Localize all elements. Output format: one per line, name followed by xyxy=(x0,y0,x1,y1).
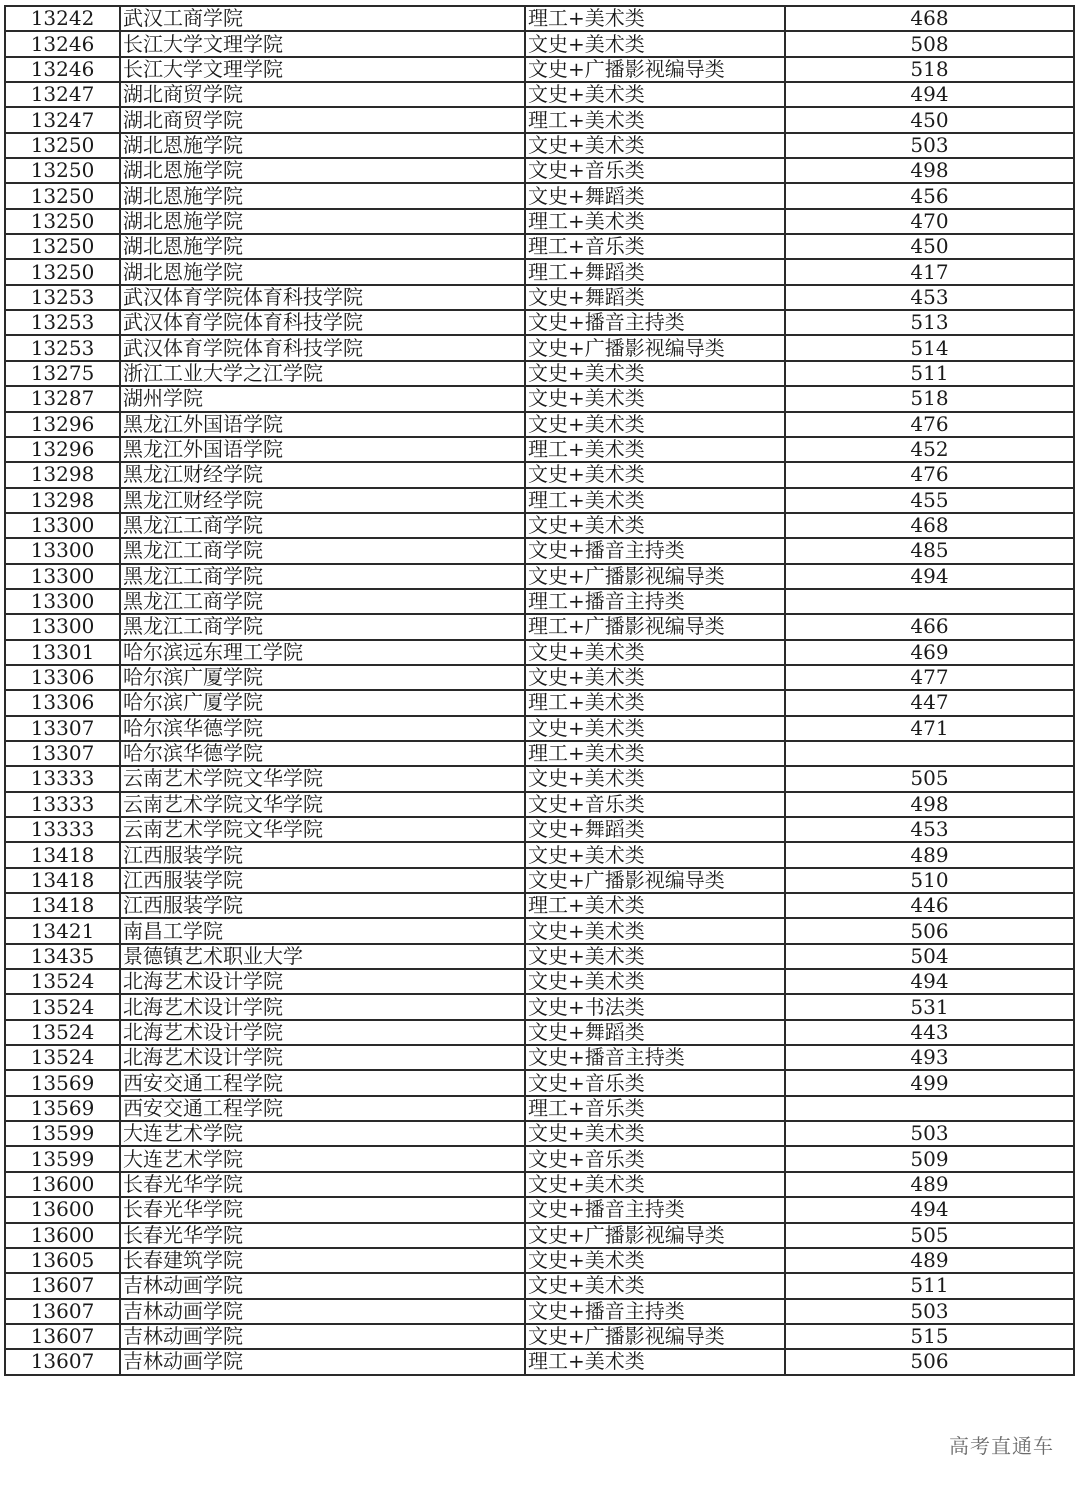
table-row xyxy=(5,842,1074,867)
table-row xyxy=(5,1020,1074,1045)
category-cell: 文史+播音主持类 xyxy=(525,538,785,563)
score-cell: 511 xyxy=(785,1273,1074,1298)
score-cell xyxy=(785,741,1074,766)
score-cell: 485 xyxy=(785,538,1074,563)
school-name-cell: 哈尔滨华德学院 xyxy=(120,716,525,741)
table-row xyxy=(5,183,1074,208)
school-name-cell: 湖州学院 xyxy=(120,386,525,411)
score-cell: 498 xyxy=(785,158,1074,183)
score-table xyxy=(4,5,1075,1376)
school-code-cell: 13600 xyxy=(5,1223,120,1248)
table-row xyxy=(5,513,1074,538)
watermark-text: 高考直通车 xyxy=(949,1434,1054,1458)
table-row xyxy=(5,1096,1074,1121)
table-row xyxy=(5,716,1074,741)
school-name-cell: 黑龙江工商学院 xyxy=(120,538,525,563)
category-cell: 文史+音乐类 xyxy=(525,1146,785,1171)
score-cell: 509 xyxy=(785,1146,1074,1171)
score-cell: 476 xyxy=(785,462,1074,487)
table-row xyxy=(5,868,1074,893)
school-code-cell: 13333 xyxy=(5,817,120,842)
category-cell: 文史+舞蹈类 xyxy=(525,285,785,310)
table-row xyxy=(5,1223,1074,1248)
table-row xyxy=(5,614,1074,639)
school-name-cell: 武汉体育学院体育科技学院 xyxy=(120,285,525,310)
score-cell: 511 xyxy=(785,361,1074,386)
table-row xyxy=(5,6,1074,31)
category-cell: 文史+美术类 xyxy=(525,31,785,56)
category-cell: 文史+美术类 xyxy=(525,716,785,741)
score-cell: 468 xyxy=(785,6,1074,31)
score-cell: 447 xyxy=(785,690,1074,715)
score-cell: 503 xyxy=(785,1121,1074,1146)
category-cell: 文史+美术类 xyxy=(525,842,785,867)
score-cell: 469 xyxy=(785,640,1074,665)
category-cell: 文史+美术类 xyxy=(525,133,785,158)
school-name-cell: 湖北恩施学院 xyxy=(120,259,525,284)
school-name-cell: 湖北恩施学院 xyxy=(120,158,525,183)
score-cell: 466 xyxy=(785,614,1074,639)
table-row xyxy=(5,1349,1074,1374)
table-row xyxy=(5,310,1074,335)
table-row xyxy=(5,488,1074,513)
category-cell: 理工+广播影视编导类 xyxy=(525,614,785,639)
category-cell: 文史+美术类 xyxy=(525,386,785,411)
school-code-cell: 13599 xyxy=(5,1146,120,1171)
school-name-cell: 哈尔滨华德学院 xyxy=(120,741,525,766)
school-code-cell: 13300 xyxy=(5,614,120,639)
school-name-cell: 吉林动画学院 xyxy=(120,1349,525,1374)
score-cell: 503 xyxy=(785,133,1074,158)
category-cell: 理工+美术类 xyxy=(525,6,785,31)
score-cell: 493 xyxy=(785,1045,1074,1070)
table-row xyxy=(5,741,1074,766)
category-cell: 文史+美术类 xyxy=(525,665,785,690)
school-code-cell: 13300 xyxy=(5,564,120,589)
school-code-cell: 13253 xyxy=(5,285,120,310)
school-name-cell: 西安交通工程学院 xyxy=(120,1070,525,1095)
school-name-cell: 南昌工学院 xyxy=(120,918,525,943)
score-cell: 494 xyxy=(785,1197,1074,1222)
score-cell: 499 xyxy=(785,1070,1074,1095)
category-cell: 理工+美术类 xyxy=(525,209,785,234)
score-cell: 417 xyxy=(785,259,1074,284)
score-cell: 494 xyxy=(785,82,1074,107)
table-row xyxy=(5,817,1074,842)
score-cell: 498 xyxy=(785,792,1074,817)
table-row xyxy=(5,1172,1074,1197)
score-cell: 518 xyxy=(785,57,1074,82)
school-code-cell: 13307 xyxy=(5,716,120,741)
category-cell: 文史+美术类 xyxy=(525,513,785,538)
score-cell: 506 xyxy=(785,1349,1074,1374)
score-cell: 515 xyxy=(785,1324,1074,1349)
school-name-cell: 湖北商贸学院 xyxy=(120,107,525,132)
table-row xyxy=(5,640,1074,665)
table-row xyxy=(5,665,1074,690)
score-cell: 489 xyxy=(785,1248,1074,1273)
category-cell: 文史+美术类 xyxy=(525,918,785,943)
category-cell: 文史+广播影视编导类 xyxy=(525,868,785,893)
category-cell: 理工+美术类 xyxy=(525,488,785,513)
table-row xyxy=(5,918,1074,943)
school-code-cell: 13242 xyxy=(5,6,120,31)
category-cell: 理工+美术类 xyxy=(525,1349,785,1374)
score-cell: 468 xyxy=(785,513,1074,538)
table-row xyxy=(5,969,1074,994)
category-cell: 文史+广播影视编导类 xyxy=(525,564,785,589)
category-cell: 文史+播音主持类 xyxy=(525,1299,785,1324)
school-code-cell: 13300 xyxy=(5,538,120,563)
category-cell: 文史+美术类 xyxy=(525,969,785,994)
table-row xyxy=(5,1299,1074,1324)
category-cell: 文史+广播影视编导类 xyxy=(525,1324,785,1349)
school-code-cell: 13287 xyxy=(5,386,120,411)
table-row xyxy=(5,107,1074,132)
score-cell: 506 xyxy=(785,918,1074,943)
school-code-cell: 13247 xyxy=(5,82,120,107)
category-cell: 文史+播音主持类 xyxy=(525,1045,785,1070)
school-name-cell: 长春光华学院 xyxy=(120,1223,525,1248)
table-row xyxy=(5,1197,1074,1222)
category-cell: 文史+音乐类 xyxy=(525,158,785,183)
score-cell: 452 xyxy=(785,437,1074,462)
table-row xyxy=(5,57,1074,82)
school-name-cell: 武汉体育学院体育科技学院 xyxy=(120,310,525,335)
school-name-cell: 哈尔滨远东理工学院 xyxy=(120,640,525,665)
score-cell xyxy=(785,589,1074,614)
school-name-cell: 江西服装学院 xyxy=(120,842,525,867)
table-row xyxy=(5,285,1074,310)
table-row xyxy=(5,386,1074,411)
category-cell: 文史+美术类 xyxy=(525,82,785,107)
score-cell: 513 xyxy=(785,310,1074,335)
score-cell: 505 xyxy=(785,1223,1074,1248)
school-name-cell: 长江大学文理学院 xyxy=(120,31,525,56)
table-row xyxy=(5,1273,1074,1298)
school-name-cell: 大连艺术学院 xyxy=(120,1146,525,1171)
school-code-cell: 13524 xyxy=(5,994,120,1019)
category-cell: 理工+播音主持类 xyxy=(525,589,785,614)
table-row xyxy=(5,994,1074,1019)
school-name-cell: 黑龙江工商学院 xyxy=(120,513,525,538)
score-cell: 453 xyxy=(785,285,1074,310)
school-code-cell: 13435 xyxy=(5,944,120,969)
school-name-cell: 武汉体育学院体育科技学院 xyxy=(120,335,525,360)
school-code-cell: 13275 xyxy=(5,361,120,386)
school-name-cell: 西安交通工程学院 xyxy=(120,1096,525,1121)
school-name-cell: 湖北商贸学院 xyxy=(120,82,525,107)
category-cell: 文史+美术类 xyxy=(525,1172,785,1197)
score-cell: 505 xyxy=(785,766,1074,791)
school-name-cell: 长江大学文理学院 xyxy=(120,57,525,82)
score-cell: 494 xyxy=(785,564,1074,589)
category-cell: 文史+美术类 xyxy=(525,1121,785,1146)
school-code-cell: 13600 xyxy=(5,1172,120,1197)
score-cell: 504 xyxy=(785,944,1074,969)
category-cell: 文史+音乐类 xyxy=(525,1070,785,1095)
table-row xyxy=(5,1045,1074,1070)
school-code-cell: 13605 xyxy=(5,1248,120,1273)
school-code-cell: 13333 xyxy=(5,792,120,817)
school-name-cell: 北海艺术设计学院 xyxy=(120,969,525,994)
school-name-cell: 云南艺术学院文华学院 xyxy=(120,817,525,842)
table-row xyxy=(5,234,1074,259)
school-name-cell: 长春建筑学院 xyxy=(120,1248,525,1273)
score-cell: 489 xyxy=(785,842,1074,867)
table-row xyxy=(5,335,1074,360)
school-code-cell: 13418 xyxy=(5,893,120,918)
school-name-cell: 云南艺术学院文华学院 xyxy=(120,766,525,791)
school-code-cell: 13306 xyxy=(5,690,120,715)
table-row xyxy=(5,361,1074,386)
school-name-cell: 浙江工业大学之江学院 xyxy=(120,361,525,386)
school-code-cell: 13607 xyxy=(5,1299,120,1324)
score-cell: 476 xyxy=(785,412,1074,437)
school-code-cell: 13607 xyxy=(5,1324,120,1349)
school-name-cell: 湖北恩施学院 xyxy=(120,209,525,234)
school-code-cell: 13607 xyxy=(5,1349,120,1374)
school-code-cell: 13307 xyxy=(5,741,120,766)
school-code-cell: 13298 xyxy=(5,488,120,513)
category-cell: 文史+美术类 xyxy=(525,1248,785,1273)
table-row xyxy=(5,690,1074,715)
score-cell: 508 xyxy=(785,31,1074,56)
score-cell: 453 xyxy=(785,817,1074,842)
school-code-cell: 13250 xyxy=(5,158,120,183)
category-cell: 文史+广播影视编导类 xyxy=(525,1223,785,1248)
school-name-cell: 吉林动画学院 xyxy=(120,1324,525,1349)
category-cell: 理工+美术类 xyxy=(525,437,785,462)
school-name-cell: 哈尔滨广厦学院 xyxy=(120,690,525,715)
school-code-cell: 13296 xyxy=(5,437,120,462)
school-name-cell: 黑龙江财经学院 xyxy=(120,488,525,513)
score-cell: 518 xyxy=(785,386,1074,411)
school-name-cell: 北海艺术设计学院 xyxy=(120,1045,525,1070)
school-name-cell: 江西服装学院 xyxy=(120,893,525,918)
school-name-cell: 黑龙江财经学院 xyxy=(120,462,525,487)
school-code-cell: 13333 xyxy=(5,766,120,791)
school-name-cell: 湖北恩施学院 xyxy=(120,234,525,259)
score-cell: 514 xyxy=(785,335,1074,360)
score-cell: 510 xyxy=(785,868,1074,893)
table-row xyxy=(5,412,1074,437)
score-cell: 489 xyxy=(785,1172,1074,1197)
score-table-body xyxy=(5,6,1074,1375)
school-code-cell: 13421 xyxy=(5,918,120,943)
school-code-cell: 13250 xyxy=(5,183,120,208)
school-code-cell: 13599 xyxy=(5,1121,120,1146)
school-name-cell: 黑龙江工商学院 xyxy=(120,564,525,589)
score-cell: 494 xyxy=(785,969,1074,994)
category-cell: 文史+美术类 xyxy=(525,640,785,665)
school-name-cell: 湖北恩施学院 xyxy=(120,133,525,158)
category-cell: 文史+音乐类 xyxy=(525,792,785,817)
school-code-cell: 13246 xyxy=(5,31,120,56)
table-row xyxy=(5,462,1074,487)
table-row xyxy=(5,589,1074,614)
table-row xyxy=(5,893,1074,918)
category-cell: 文史+书法类 xyxy=(525,994,785,1019)
school-name-cell: 北海艺术设计学院 xyxy=(120,1020,525,1045)
category-cell: 文史+美术类 xyxy=(525,944,785,969)
school-code-cell: 13524 xyxy=(5,969,120,994)
table-row xyxy=(5,82,1074,107)
category-cell: 文史+美术类 xyxy=(525,412,785,437)
category-cell: 理工+美术类 xyxy=(525,741,785,766)
category-cell: 文史+舞蹈类 xyxy=(525,183,785,208)
school-code-cell: 13418 xyxy=(5,868,120,893)
school-name-cell: 黑龙江工商学院 xyxy=(120,614,525,639)
score-cell: 456 xyxy=(785,183,1074,208)
school-name-cell: 黑龙江工商学院 xyxy=(120,589,525,614)
category-cell: 理工+美术类 xyxy=(525,107,785,132)
table-row xyxy=(5,538,1074,563)
table-row xyxy=(5,564,1074,589)
school-code-cell: 13250 xyxy=(5,259,120,284)
school-code-cell: 13607 xyxy=(5,1273,120,1298)
school-code-cell: 13301 xyxy=(5,640,120,665)
school-name-cell: 哈尔滨广厦学院 xyxy=(120,665,525,690)
score-cell: 450 xyxy=(785,234,1074,259)
table-row xyxy=(5,1121,1074,1146)
table-row xyxy=(5,766,1074,791)
table-row xyxy=(5,259,1074,284)
category-cell: 文史+广播影视编导类 xyxy=(525,57,785,82)
school-name-cell: 长春光华学院 xyxy=(120,1172,525,1197)
score-cell: 450 xyxy=(785,107,1074,132)
category-cell: 理工+音乐类 xyxy=(525,234,785,259)
school-code-cell: 13418 xyxy=(5,842,120,867)
school-code-cell: 13306 xyxy=(5,665,120,690)
table-row xyxy=(5,1248,1074,1273)
score-cell xyxy=(785,1096,1074,1121)
school-name-cell: 武汉工商学院 xyxy=(120,6,525,31)
school-name-cell: 湖北恩施学院 xyxy=(120,183,525,208)
school-code-cell: 13296 xyxy=(5,412,120,437)
school-code-cell: 13569 xyxy=(5,1096,120,1121)
table-row xyxy=(5,792,1074,817)
school-name-cell: 大连艺术学院 xyxy=(120,1121,525,1146)
school-name-cell: 黑龙江外国语学院 xyxy=(120,437,525,462)
table-row xyxy=(5,944,1074,969)
school-name-cell: 长春光华学院 xyxy=(120,1197,525,1222)
category-cell: 文史+美术类 xyxy=(525,361,785,386)
category-cell: 文史+播音主持类 xyxy=(525,1197,785,1222)
table-row xyxy=(5,31,1074,56)
school-code-cell: 13569 xyxy=(5,1070,120,1095)
school-name-cell: 吉林动画学院 xyxy=(120,1299,525,1324)
score-cell: 531 xyxy=(785,994,1074,1019)
table-row xyxy=(5,209,1074,234)
category-cell: 文史+美术类 xyxy=(525,462,785,487)
table-row xyxy=(5,1324,1074,1349)
category-cell: 文史+舞蹈类 xyxy=(525,1020,785,1045)
school-code-cell: 13246 xyxy=(5,57,120,82)
school-code-cell: 13247 xyxy=(5,107,120,132)
category-cell: 理工+美术类 xyxy=(525,690,785,715)
school-code-cell: 13253 xyxy=(5,310,120,335)
school-name-cell: 吉林动画学院 xyxy=(120,1273,525,1298)
school-code-cell: 13300 xyxy=(5,589,120,614)
school-name-cell: 黑龙江外国语学院 xyxy=(120,412,525,437)
table-row xyxy=(5,133,1074,158)
table-row xyxy=(5,1070,1074,1095)
school-code-cell: 13524 xyxy=(5,1020,120,1045)
category-cell: 理工+舞蹈类 xyxy=(525,259,785,284)
score-cell: 477 xyxy=(785,665,1074,690)
table-row xyxy=(5,1146,1074,1171)
table-row xyxy=(5,437,1074,462)
score-cell: 503 xyxy=(785,1299,1074,1324)
category-cell: 文史+美术类 xyxy=(525,766,785,791)
school-code-cell: 13250 xyxy=(5,234,120,259)
score-cell: 455 xyxy=(785,488,1074,513)
category-cell: 理工+美术类 xyxy=(525,893,785,918)
school-code-cell: 13250 xyxy=(5,209,120,234)
school-name-cell: 江西服装学院 xyxy=(120,868,525,893)
school-name-cell: 景德镇艺术职业大学 xyxy=(120,944,525,969)
school-code-cell: 13298 xyxy=(5,462,120,487)
school-code-cell: 13250 xyxy=(5,133,120,158)
school-name-cell: 云南艺术学院文华学院 xyxy=(120,792,525,817)
school-code-cell: 13524 xyxy=(5,1045,120,1070)
category-cell: 文史+美术类 xyxy=(525,1273,785,1298)
school-code-cell: 13300 xyxy=(5,513,120,538)
school-code-cell: 13253 xyxy=(5,335,120,360)
school-name-cell: 北海艺术设计学院 xyxy=(120,994,525,1019)
score-cell: 470 xyxy=(785,209,1074,234)
score-cell: 471 xyxy=(785,716,1074,741)
category-cell: 文史+广播影视编导类 xyxy=(525,335,785,360)
category-cell: 理工+音乐类 xyxy=(525,1096,785,1121)
category-cell: 文史+舞蹈类 xyxy=(525,817,785,842)
score-cell: 446 xyxy=(785,893,1074,918)
school-code-cell: 13600 xyxy=(5,1197,120,1222)
table-row xyxy=(5,158,1074,183)
category-cell: 文史+播音主持类 xyxy=(525,310,785,335)
score-cell: 443 xyxy=(785,1020,1074,1045)
